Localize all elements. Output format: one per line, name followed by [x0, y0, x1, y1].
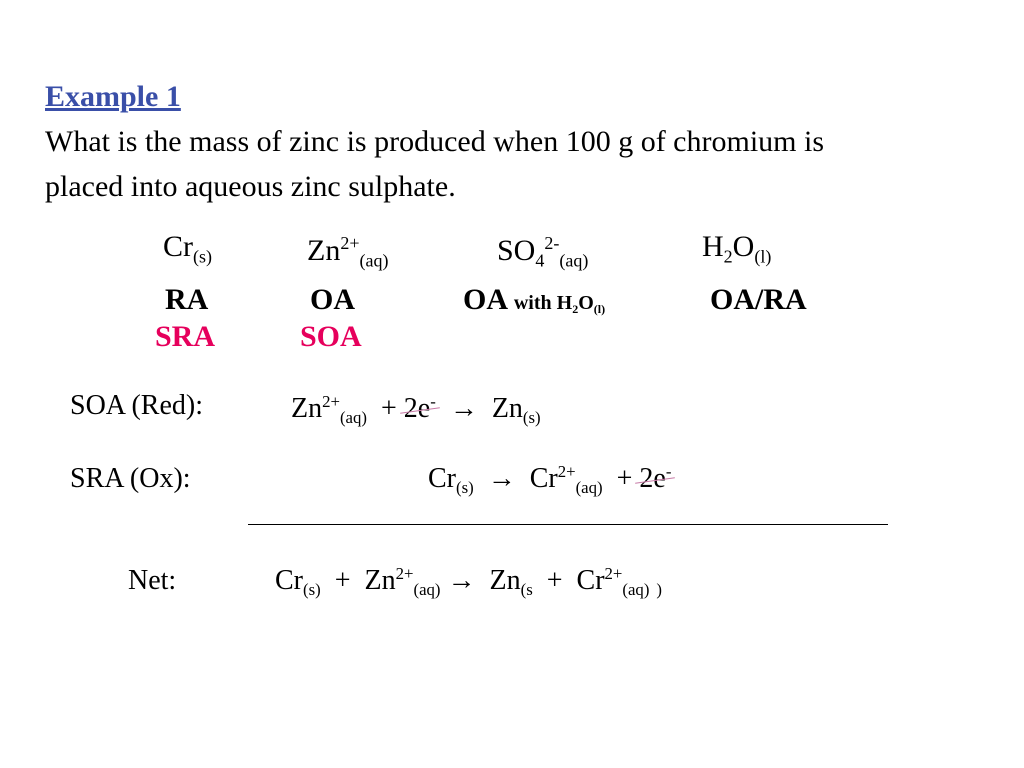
cancelled-electrons: 2e-: [403, 391, 436, 424]
species-cr: $Cr_{(s)}$: [163, 230, 212, 267]
reduction-label: SOA (Red):: [70, 390, 203, 421]
label-ra: RA: [165, 283, 209, 316]
example-title: Example 1: [45, 80, 181, 113]
species-sulphate: $SO_4^{2-}_{(aq)}$: [497, 233, 589, 271]
question-line-2: placed into aqueous zinc sulphate.: [45, 170, 456, 203]
label-sra: SRA: [155, 320, 216, 353]
label-soa: SOA: [300, 320, 362, 353]
net-equation: $Cr_{(s)} + Zn^{2+}_{(aq)} \to Zn_{(s} + Cr^{2+}_{(aq)}$ $_)$: [275, 563, 662, 599]
species-water: $H_2O_{(l)}$: [702, 230, 772, 267]
question-line-1: What is the mass of zinc is produced when 100 g of chromium is: [45, 125, 825, 158]
label-oa-zn: OA: [310, 283, 355, 316]
reduction-equation: $Zn^{2+}_{(aq)} + 2e^- \to Zn_{(s)}$: [291, 391, 541, 427]
species-zn-ion: $Zn^{2+}_{(aq)}$: [307, 233, 389, 271]
sum-divider: [248, 524, 888, 525]
net-label: Net:: [128, 565, 177, 596]
cancelled-electrons: 2e-: [639, 461, 672, 494]
oxidation-label: SRA (Ox):: [70, 463, 191, 494]
oxidation-equation: $Cr_{(s)} \to Cr^{2+}_{(aq)} + 2e^-$: [428, 461, 672, 497]
label-oa-ra: OA/RA: [710, 283, 807, 316]
label-oa-sulphate: OA with $H_2O_{(l)}$: [463, 283, 606, 317]
